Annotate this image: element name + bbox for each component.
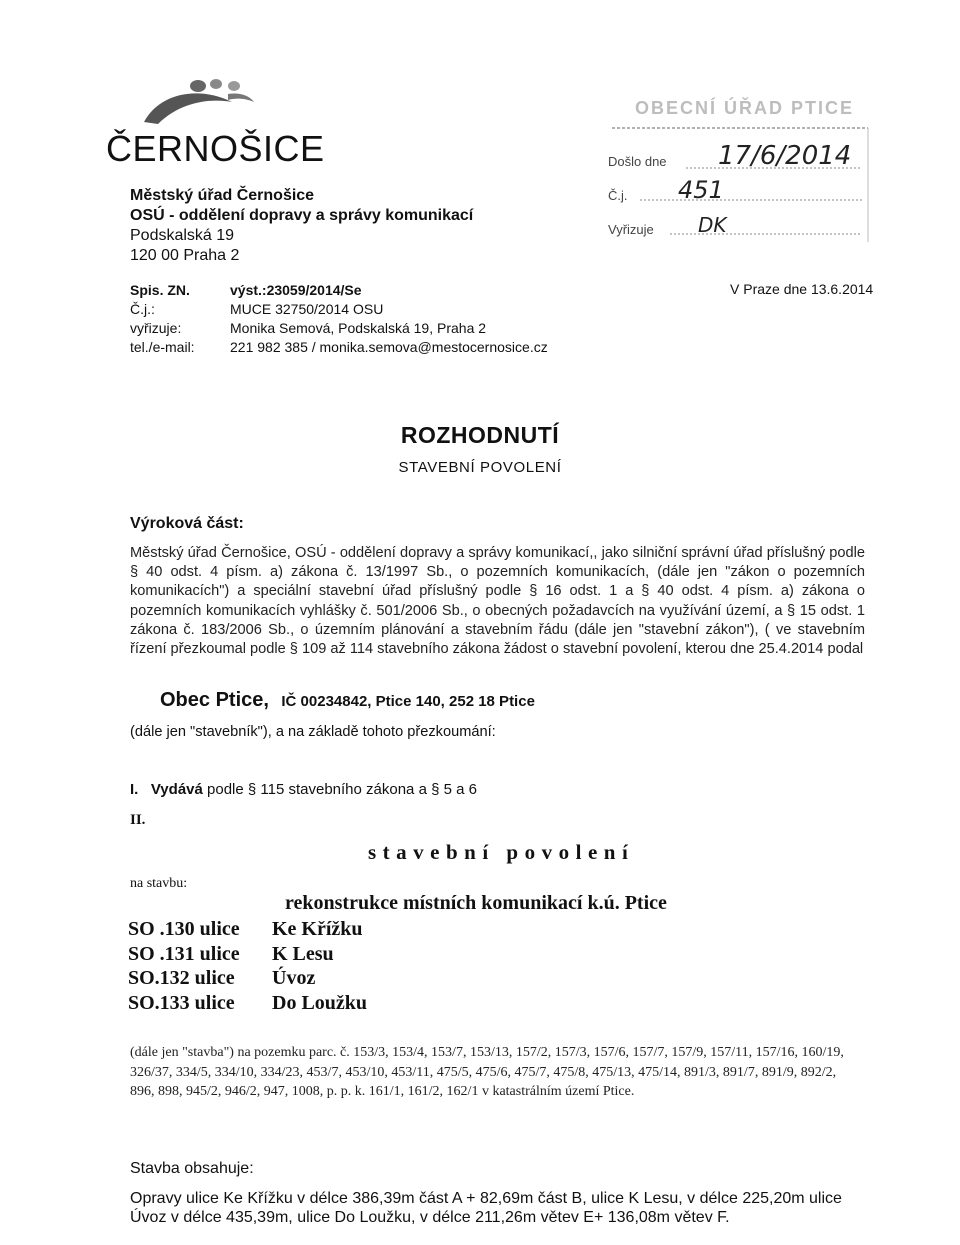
cj-value: MUCE 32750/2014 OSU [230, 301, 384, 317]
na-stavbu-label: na stavbu: [130, 876, 188, 891]
list-item [128, 966, 367, 991]
list-item [128, 991, 367, 1016]
stamp-date-label: Došlo dne [608, 154, 667, 169]
cj-label: Č.j.: [130, 301, 155, 317]
document-date: V Praze dne 13.6.2014 [730, 281, 874, 297]
object-code: SO .130 ulice [128, 918, 240, 940]
list-item [128, 942, 367, 967]
spis-value: výst.:23059/2014/Se [230, 282, 362, 298]
after-applicant: (dále jen "stavebník"), a na základě tohoto přezkoumání: [130, 724, 496, 740]
stamp-date-value: 17/6/2014 [718, 141, 852, 171]
parcels-paragraph: (dále jen "stavba") na pozemku parc. č. 153/3, 153/4, 153/7, 153/13, 157/2, 157/3, 157/6, 157/7, 157/9, 157/11, 157/16, 160/19, 326/37, 334/5, 334/10, 334/23, 453/7, 453/10, 453/11, 475/5, 475/6, 475/7, 475/8, 475/13, 475/14, 891/3, 891/7, 891/9, 892/2, 896, 898, 945/2, 946/2, 947, 1008, p. p. k. 161/1, 161/2, 162/1 v katastrálním území Ptice. [130, 1045, 844, 1099]
object-name: Do Loužku [272, 991, 368, 1014]
applicant-details: IČ 00234842, Ptice 140, 252 18 Ptice [281, 693, 535, 710]
contains-label: Stavba obsahuje: [130, 1160, 254, 1177]
object-code: SO .131 ulice [128, 942, 240, 965]
spis-label: Spis. ZN. [130, 282, 190, 298]
vyrizuje-label: vyřizuje: [130, 320, 182, 336]
stamp-handler-value: DK [698, 213, 727, 237]
stamp-number-label: Č.j. [608, 188, 628, 203]
list-item [128, 917, 367, 942]
page-title: ROZHODNUTÍ [400, 422, 560, 448]
office-department: OSÚ - oddělení dopravy a správy komunikací [130, 207, 474, 224]
project-name: rekonstrukce místních komunikací k.ú. Ptice [285, 892, 667, 914]
office-name: Městský úřad Černošice [130, 187, 315, 204]
object-code: SO.133 ulice [128, 991, 235, 1014]
item-one [130, 781, 477, 798]
received-stamp [600, 82, 875, 254]
applicant-line [160, 689, 535, 712]
stamp-header: OBECNÍ ÚŘAD PTICE [635, 98, 855, 118]
reference-block [130, 281, 548, 357]
item-one-number: I. [130, 781, 139, 798]
stamp-number-value: 451 [678, 176, 724, 204]
item-one-text: podle § 115 stavebního zákona a § 5 a 6 [202, 781, 477, 798]
item-one-bold: Vydává [150, 781, 203, 798]
tel-value: 221 982 385 / monika.semova@mestocernosice.cz [230, 339, 548, 355]
object-name: Úvoz [272, 967, 316, 989]
contains-text: Opravy ulice Ke Křížku v délce 386,39m část A + 82,69m část B, ulice K Lesu, v délce 225,20m ulice Úvoz v délce 435,39m, ulice Do Loužku, v délce 211,26m větev E+ 136,08m větev F. [130, 1190, 842, 1226]
page-subtitle: STAVEBNÍ POVOLENÍ [398, 459, 562, 476]
permit-heading: stavební povolení [368, 840, 635, 864]
section-label: Výroková část: [130, 515, 244, 532]
vyrizuje-value: Monika Semová, Podskalská 19, Praha 2 [230, 320, 487, 336]
applicant-name: Obec Ptice, [160, 689, 269, 711]
office-street: Podskalská 19 [130, 227, 235, 244]
office-address [130, 186, 473, 266]
tel-label: tel./e-mail: [130, 339, 195, 355]
decision-paragraph: Městský úřad Černošice, OSÚ - oddělení dopravy a správy komunikací,, jako silniční správní úřad příslušný podle § 40 odst. 4 písm. a) zákona č. 13/1997 Sb., o pozemních komunikacích, (dále jen "zákon o pozemních komunikacích") a speciální stavební úřad příslušný podle § 16 odst. 1 a § 40 odst. 4 písm. a) zákona o pozemních komunikacích vyhlášky č. 501/2006 Sb., o obecných požadavcích na využívání území, a § 15 odst. 1 zákona č. 183/2006 Sb., o územním plánování a stavebním řádu (dále jen "stavební zákon"), ( ve stavebním řízení přezkoumal podle § 109 až 114 stavebního zákona žádost o stavební povolení, kterou dne 25.4.2014 podal [130, 545, 865, 658]
object-code: SO.132 ulice [128, 967, 235, 989]
object-name: Ke Křížku [272, 918, 363, 940]
item-two-number: II. [130, 812, 146, 828]
object-name: K Lesu [272, 942, 334, 965]
stamp-handler-label: Vyřizuje [608, 222, 654, 237]
office-city: 120 00 Praha 2 [130, 247, 240, 264]
logo-text: ČERNOŠICE [106, 128, 325, 169]
objects-list [128, 917, 367, 1015]
birds-logo-icon [140, 72, 260, 128]
